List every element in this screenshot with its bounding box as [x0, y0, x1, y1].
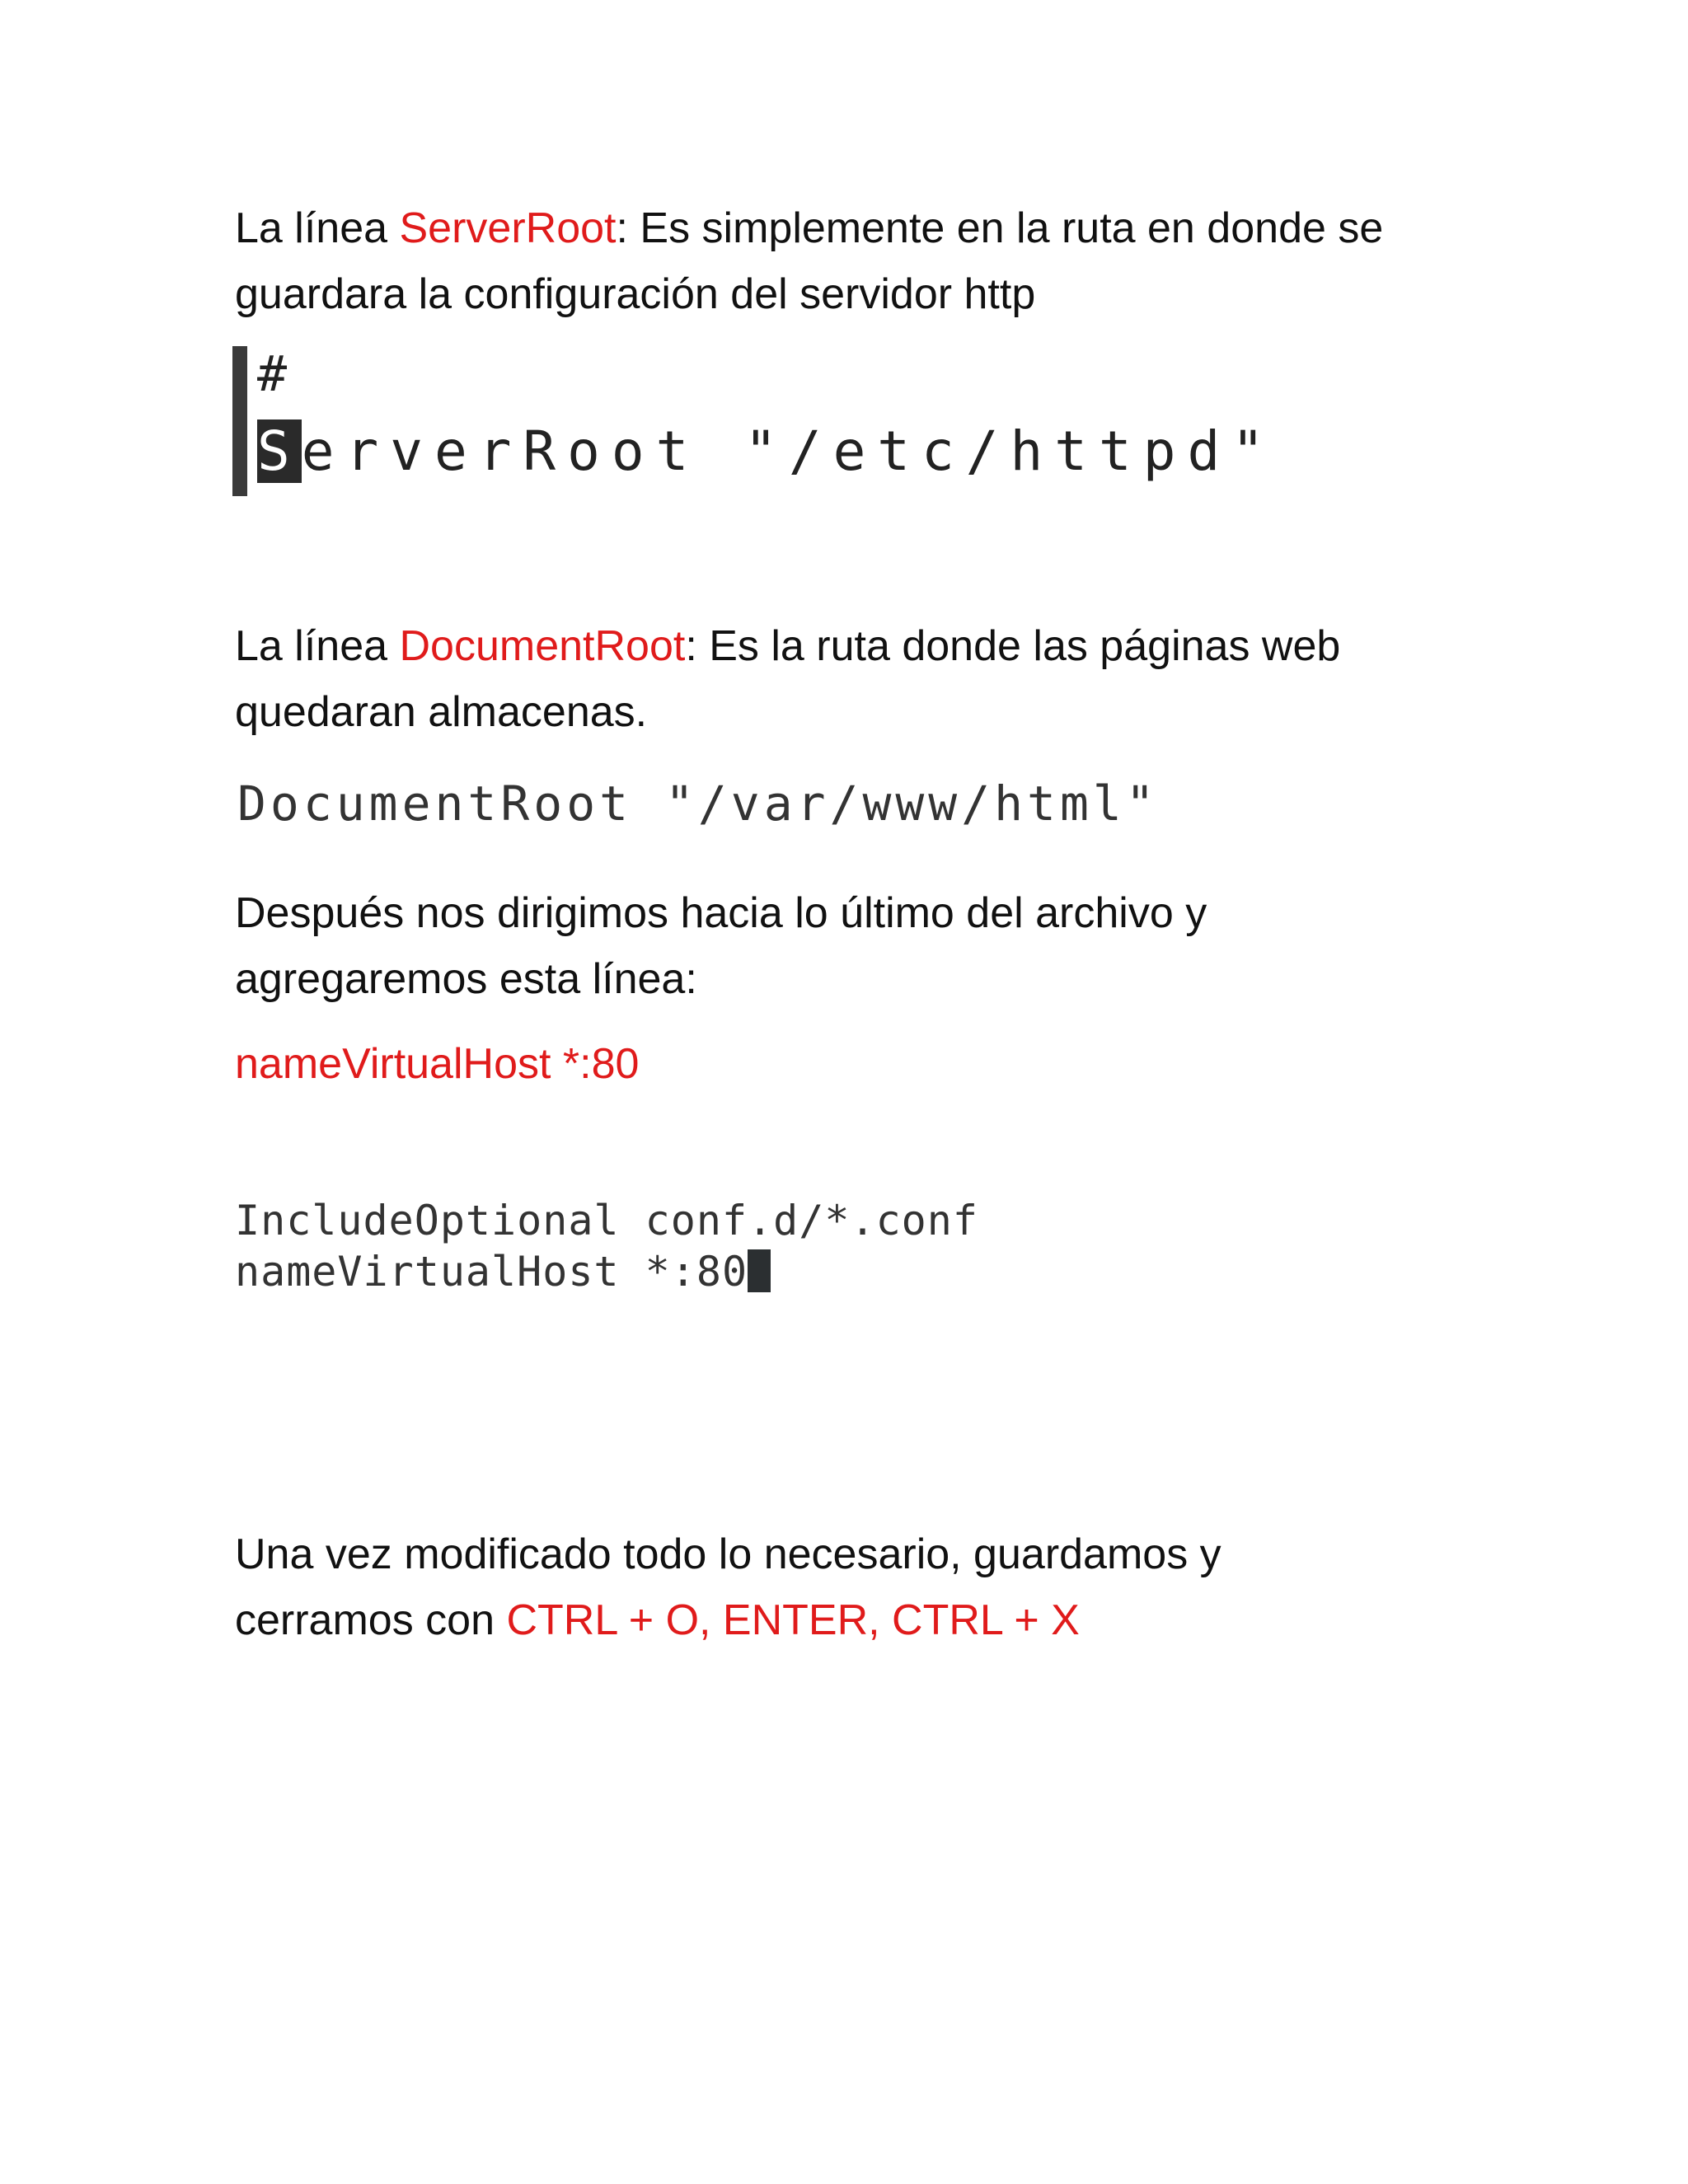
save-paragraph — [235, 1521, 1471, 1653]
serverroot-description-line1: : Es simplemente en la ruta en donde se — [616, 204, 1384, 252]
highlighted-cursor-char: S — [257, 419, 302, 483]
documentroot-code-line: DocumentRoot "/var/www/html" — [237, 776, 1159, 832]
namevirtualhost-directive: nameVirtualHost *:80 — [235, 1040, 640, 1088]
terminal-left-bar — [232, 346, 247, 496]
serverroot-prefix: La línea — [235, 204, 400, 252]
include-code-line: IncludeOptional conf.d/*.conf — [235, 1197, 978, 1244]
save-keys: CTRL + O, ENTER, CTRL + X — [506, 1596, 1080, 1644]
append-line1: Después nos dirigimos hacia lo último del archivo y — [235, 889, 1207, 937]
append-paragraph — [235, 880, 1471, 1012]
serverroot-description-line2: guardara la configuración del servidor http — [235, 270, 1036, 318]
save-line1: Una vez modificado todo lo necesario, guardamos y — [235, 1530, 1221, 1578]
comment-hash: # — [257, 345, 288, 403]
include-terminal-screenshot — [232, 1195, 978, 1306]
save-line2-prefix: cerramos con — [235, 1596, 507, 1644]
documentroot-description-line2: quedaran almacenas. — [235, 688, 648, 736]
serverroot-keyword: ServerRoot — [399, 204, 617, 252]
documentroot-description-line1: : Es la ruta donde las páginas web — [685, 622, 1341, 670]
serverroot-paragraph — [235, 195, 1471, 327]
documentroot-terminal-screenshot — [237, 766, 1276, 841]
documentroot-prefix: La línea — [235, 622, 400, 670]
append-line2: agregaremos esta línea: — [235, 955, 697, 1003]
documentroot-keyword: DocumentRoot — [399, 622, 686, 670]
serverroot-code-rest: erverRoot "/etc/httpd" — [301, 419, 1276, 483]
terminal-block-cursor — [748, 1249, 771, 1292]
documentroot-paragraph — [235, 613, 1471, 745]
namevirtualhost-code-text: nameVirtualHost *:80 — [235, 1248, 748, 1296]
namevirtualhost-code-line — [235, 1246, 771, 1297]
serverroot-code-line — [257, 419, 1276, 485]
serverroot-terminal-screenshot — [232, 346, 1403, 499]
